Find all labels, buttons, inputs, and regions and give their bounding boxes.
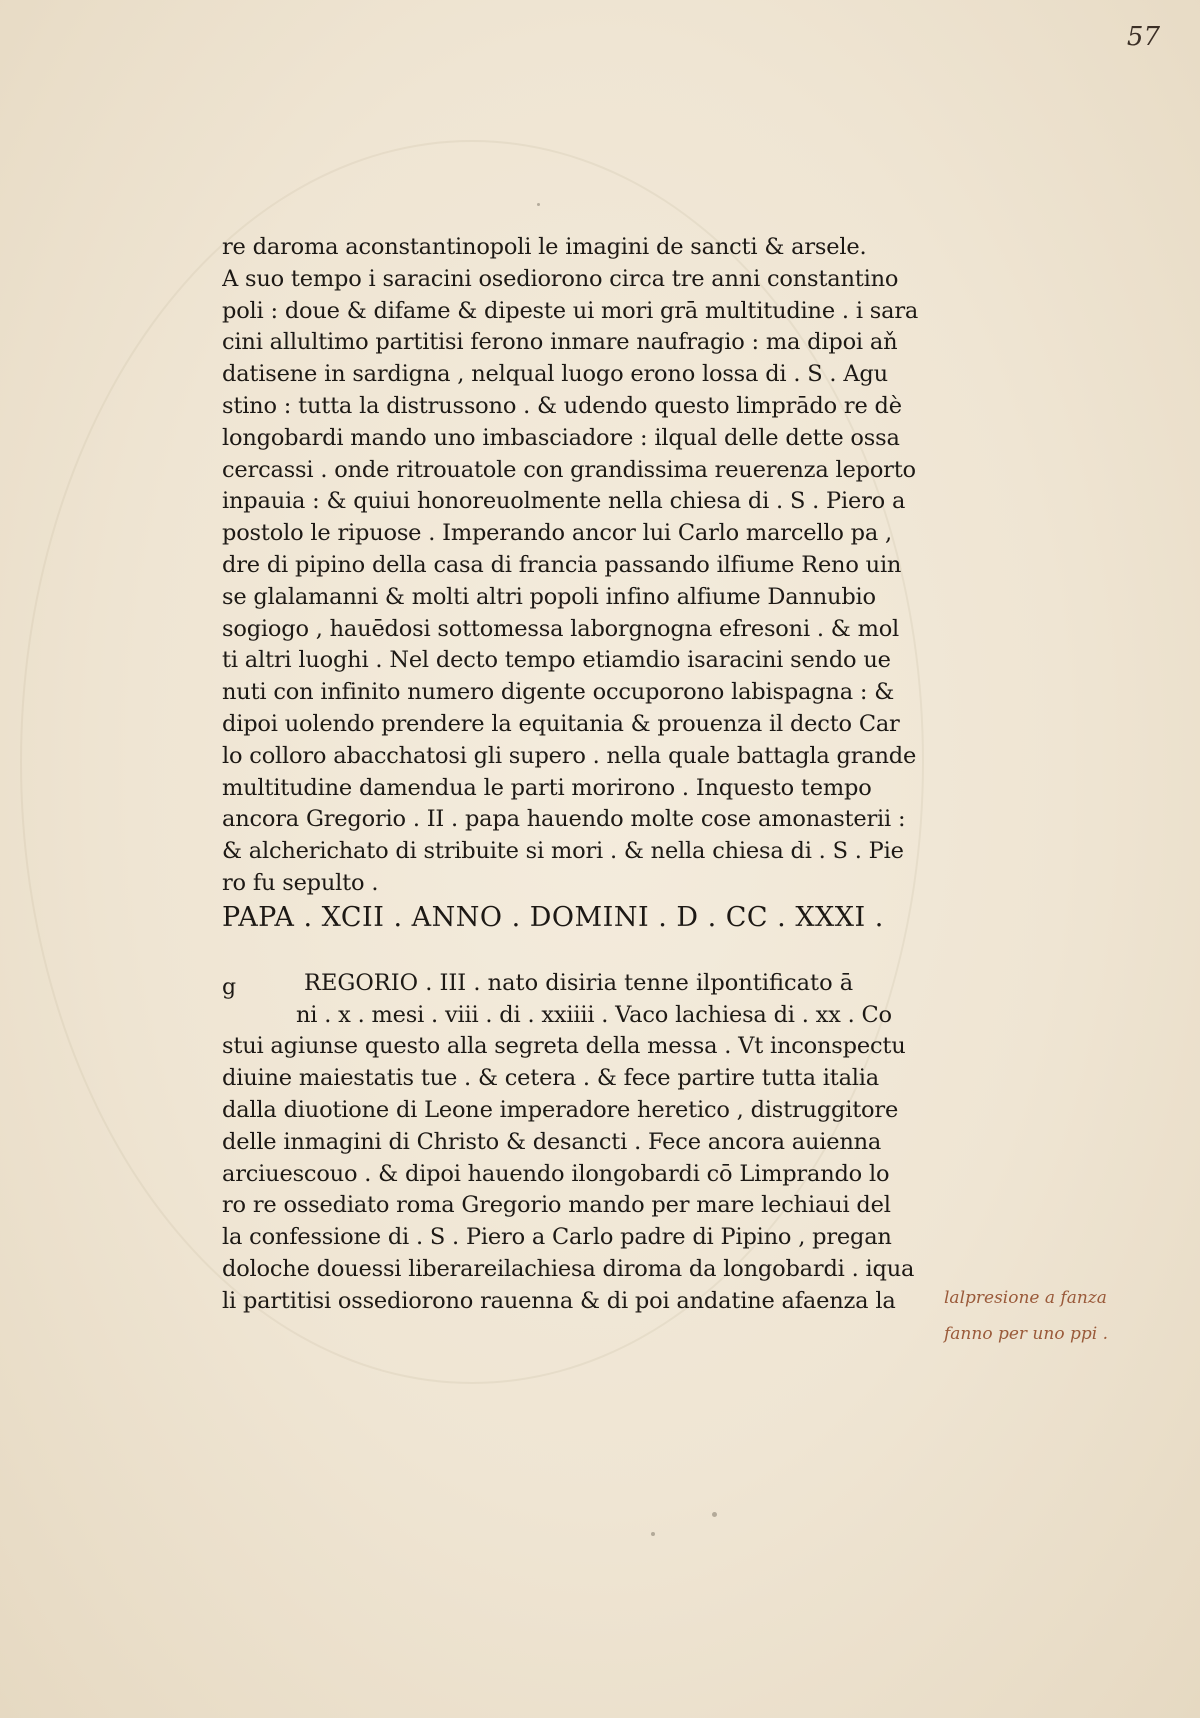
- marginal-line-1: lalpresione a fanza: [944, 1288, 1107, 1308]
- text-line: dre di pipino della casa di francia passando ilfiume Reno uin: [222, 551, 902, 578]
- text-line: se glalamanni & molti altri popoli infino alfiume Dannubio: [222, 583, 876, 610]
- paragraph-after-heading: [222, 1031, 922, 1317]
- paragraph-before-heading: [222, 232, 922, 900]
- text-line: ti altri luoghi . Nel decto tempo etiamdio isaracini sendo ue: [222, 647, 891, 674]
- ink-speck: [537, 203, 540, 206]
- text-line: cercassi . onde ritrouatole con grandissima reuerenza leporto: [222, 456, 916, 483]
- text-line: stui agiunse questo alla segreta della messa . Vt inconspectu: [222, 1033, 906, 1060]
- marginal-annotation: [944, 1280, 1108, 1352]
- ink-speck: [651, 1532, 655, 1536]
- marginal-line-2: fanno per uno ppi .: [944, 1324, 1108, 1344]
- text-line: dipoi uolendo prendere la equitania & prouenza il decto Car: [222, 710, 900, 737]
- text-line: stino : tutta la distrussono . & udendo questo limprādo re dè: [222, 392, 902, 419]
- text-line: delle inmagini di Christo & desancti . Fece ancora auienna: [222, 1128, 882, 1155]
- page-number: 57: [1126, 22, 1160, 52]
- text-line: diuine maiestatis tue . & cetera . & fece partire tutta italia: [222, 1065, 879, 1092]
- text-line: la confessione di . S . Piero a Carlo padre di Pipino , pregan: [222, 1224, 892, 1251]
- heading-gap: [222, 940, 922, 968]
- text-line: lo colloro abacchatosi gli supero . nella quale battagla grande: [222, 742, 917, 769]
- text-line: doloche douessi liberareilachiesa diroma da longobardi . iqua: [222, 1255, 915, 1282]
- text-line: postolo le ripuose . Imperando ancor lui Carlo marcello pa ,: [222, 520, 892, 547]
- text-line: & alcherichato di stribuite si mori . & nella chiesa di . S . Pie: [222, 838, 904, 865]
- guide-letter: g: [222, 974, 237, 1000]
- text-line: sogiogo , hauēdosi sottomessa laborgnogna efresoni . & mol: [222, 615, 900, 642]
- text-line: ro fu sepulto .: [222, 869, 379, 896]
- text-line: inpauia : & quiui honoreuolmente nella chiesa di . S . Piero a: [222, 488, 906, 515]
- text-block: [222, 232, 922, 1318]
- text-line: arciuescouo . & dipoi hauendo ilongobardi cō Limprando lo: [222, 1160, 890, 1187]
- text-line: cini allultimo partitisi ferono inmare naufragio : ma dipoi aň: [222, 329, 898, 356]
- text-line: nuti con infinito numero digente occuporono labispagna : &: [222, 679, 895, 706]
- chapter-heading: PAPA . XCII . ANNO . DOMINI . D . CC . XXXI .: [222, 901, 884, 933]
- text-line: re daroma aconstantinopoli le imagini de sancti & arsele.: [222, 234, 867, 260]
- text-line: ancora Gregorio . II . papa hauendo molte cose amonasterii :: [222, 806, 906, 833]
- text-line: ro re ossediato roma Gregorio mando per mare lechiaui del: [222, 1192, 891, 1219]
- opening-line: REGORIO . III . nato disiria tenne ilpontificato ā: [304, 969, 854, 996]
- opening-line-row: [222, 968, 922, 1000]
- text-line: li partitisi ossediorono rauenna & di poi andatine afaenza la: [222, 1287, 896, 1314]
- second-line: ni . x . mesi . viii . di . xxiiii . Vaco lachiesa di . xx . Co: [296, 1001, 892, 1028]
- text-line: A suo tempo i saracini osediorono circa tre anni constantino: [222, 265, 899, 292]
- text-line: longobardi mando uno imbasciadore : ilqual delle dette ossa: [222, 424, 900, 451]
- text-line: datisene in sardigna , nelqual luogo erono lossa di . S . Agu: [222, 361, 888, 388]
- ink-speck: [712, 1512, 717, 1517]
- text-line: poli : doue & difame & dipeste ui mori grā multitudine . i sara: [222, 297, 919, 324]
- text-line: dalla diuotione di Leone imperadore heretico , distruggitore: [222, 1096, 899, 1123]
- text-line: multitudine damendua le parti morirono . Inquesto tempo: [222, 774, 872, 801]
